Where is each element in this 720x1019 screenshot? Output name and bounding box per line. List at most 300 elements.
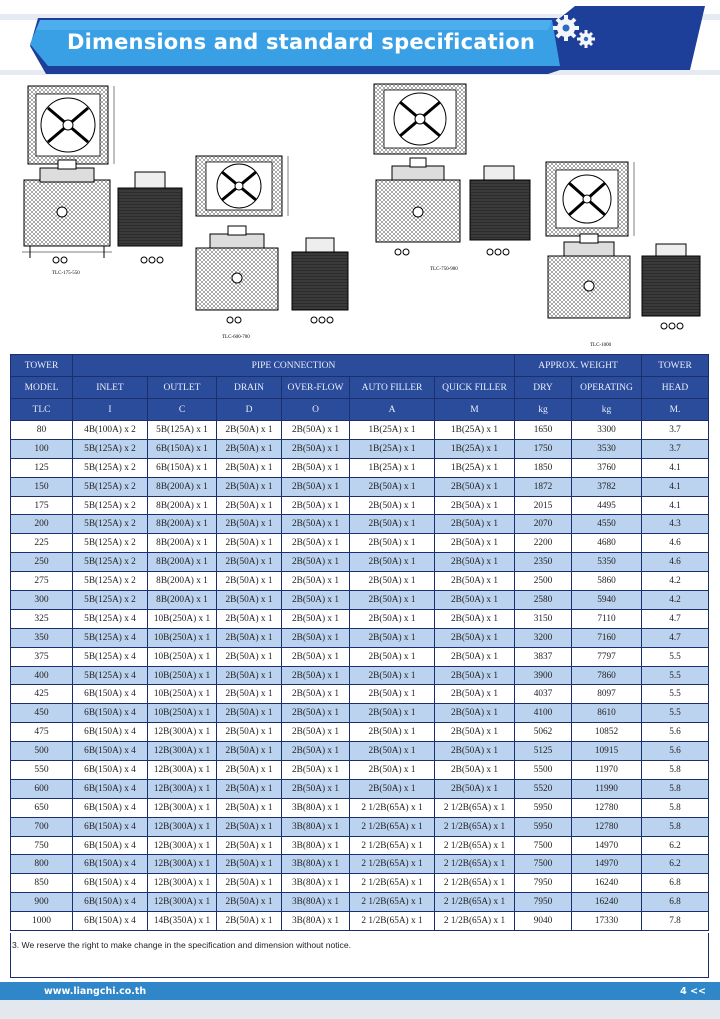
cell-dry-weight: 3837 <box>515 647 572 666</box>
header-pipe-connection: PIPE CONNECTION <box>73 355 515 377</box>
cell-auto-filler: 2 1/2B(65A) x 1 <box>350 874 435 893</box>
cell-inlet: 5B(125A) x 2 <box>73 439 148 458</box>
cell-outlet: 12B(300A) x 1 <box>148 874 217 893</box>
cell-quick-filler: 1B(25A) x 1 <box>435 421 515 440</box>
code-i: I <box>73 399 148 421</box>
cell-inlet: 5B(125A) x 4 <box>73 609 148 628</box>
cell-tower-head: 4.1 <box>642 477 709 496</box>
table-header <box>11 355 709 421</box>
cell-drain: 2B(50A) x 1 <box>217 439 282 458</box>
cell-auto-filler: 2B(50A) x 1 <box>350 666 435 685</box>
cell-dry-weight: 3150 <box>515 609 572 628</box>
cell-auto-filler: 2B(50A) x 1 <box>350 553 435 572</box>
drawing-label-3: TLC-750-900 <box>430 267 458 272</box>
cell-inlet: 5B(125A) x 2 <box>73 496 148 515</box>
table-row <box>11 628 709 647</box>
cell-dry-weight: 7950 <box>515 874 572 893</box>
cell-tower-head: 5.5 <box>642 666 709 685</box>
cell-outlet: 6B(150A) x 1 <box>148 458 217 477</box>
footer-bar <box>0 982 720 1000</box>
cell-over-flow: 2B(50A) x 1 <box>282 666 350 685</box>
cell-dry-weight: 7500 <box>515 836 572 855</box>
cell-outlet: 8B(200A) x 1 <box>148 572 217 591</box>
cell-inlet: 6B(150A) x 4 <box>73 893 148 912</box>
cell-inlet: 6B(150A) x 4 <box>73 723 148 742</box>
cell-over-flow: 2B(50A) x 1 <box>282 439 350 458</box>
cell-quick-filler: 2B(50A) x 1 <box>435 496 515 515</box>
cell-inlet: 5B(125A) x 2 <box>73 477 148 496</box>
footer-band <box>0 1000 720 1019</box>
cell-quick-filler: 2 1/2B(65A) x 1 <box>435 874 515 893</box>
cell-drain: 2B(50A) x 1 <box>217 798 282 817</box>
cell-model: 150 <box>11 477 73 496</box>
cell-over-flow: 2B(50A) x 1 <box>282 685 350 704</box>
cell-inlet: 6B(150A) x 4 <box>73 817 148 836</box>
header-tower: TOWER <box>11 355 73 377</box>
cell-auto-filler: 2 1/2B(65A) x 1 <box>350 798 435 817</box>
cell-model: 225 <box>11 534 73 553</box>
cell-over-flow: 3B(80A) x 1 <box>282 836 350 855</box>
cell-operating-weight: 14970 <box>572 855 642 874</box>
specification-table <box>10 354 709 931</box>
header-model: MODEL <box>11 377 73 399</box>
cell-model: 550 <box>11 761 73 780</box>
cell-model: 100 <box>11 439 73 458</box>
cell-operating-weight: 11970 <box>572 761 642 780</box>
cell-outlet: 12B(300A) x 1 <box>148 855 217 874</box>
cell-model: 175 <box>11 496 73 515</box>
table-body <box>11 421 709 931</box>
cell-quick-filler: 2 1/2B(65A) x 1 <box>435 817 515 836</box>
cell-outlet: 10B(250A) x 1 <box>148 647 217 666</box>
header-dry: DRY <box>515 377 572 399</box>
table-row <box>11 723 709 742</box>
cell-tower-head: 6.2 <box>642 836 709 855</box>
cell-over-flow: 3B(80A) x 1 <box>282 798 350 817</box>
cell-auto-filler: 2B(50A) x 1 <box>350 704 435 723</box>
technical-drawings <box>0 80 720 350</box>
cell-dry-weight: 2500 <box>515 572 572 591</box>
cell-auto-filler: 2B(50A) x 1 <box>350 779 435 798</box>
cell-over-flow: 2B(50A) x 1 <box>282 628 350 647</box>
cell-model: 350 <box>11 628 73 647</box>
cell-outlet: 12B(300A) x 1 <box>148 742 217 761</box>
table-row <box>11 515 709 534</box>
cell-outlet: 12B(300A) x 1 <box>148 817 217 836</box>
cell-quick-filler: 2B(50A) x 1 <box>435 685 515 704</box>
cell-drain: 2B(50A) x 1 <box>217 817 282 836</box>
cell-model: 900 <box>11 893 73 912</box>
table-row <box>11 609 709 628</box>
cell-quick-filler: 2 1/2B(65A) x 1 <box>435 912 515 931</box>
cell-over-flow: 3B(80A) x 1 <box>282 893 350 912</box>
cell-tower-head: 3.7 <box>642 439 709 458</box>
table-row <box>11 534 709 553</box>
cell-auto-filler: 1B(25A) x 1 <box>350 421 435 440</box>
cell-outlet: 12B(300A) x 1 <box>148 798 217 817</box>
cell-over-flow: 3B(80A) x 1 <box>282 817 350 836</box>
cell-drain: 2B(50A) x 1 <box>217 647 282 666</box>
cell-outlet: 8B(200A) x 1 <box>148 534 217 553</box>
cell-quick-filler: 2B(50A) x 1 <box>435 779 515 798</box>
page-title: Dimensions and standard specification <box>67 30 536 54</box>
cell-operating-weight: 4680 <box>572 534 642 553</box>
cell-drain: 2B(50A) x 1 <box>217 515 282 534</box>
cell-over-flow: 2B(50A) x 1 <box>282 553 350 572</box>
cell-inlet: 5B(125A) x 2 <box>73 553 148 572</box>
cell-operating-weight: 10852 <box>572 723 642 742</box>
cell-quick-filler: 2B(50A) x 1 <box>435 572 515 591</box>
cell-outlet: 5B(125A) x 1 <box>148 421 217 440</box>
cell-quick-filler: 2B(50A) x 1 <box>435 591 515 610</box>
cell-model: 275 <box>11 572 73 591</box>
cell-operating-weight: 16240 <box>572 893 642 912</box>
cell-quick-filler: 2B(50A) x 1 <box>435 515 515 534</box>
cell-over-flow: 2B(50A) x 1 <box>282 704 350 723</box>
table-row <box>11 647 709 666</box>
cell-inlet: 5B(125A) x 2 <box>73 458 148 477</box>
cell-model: 450 <box>11 704 73 723</box>
cell-over-flow: 3B(80A) x 1 <box>282 912 350 931</box>
cell-dry-weight: 2580 <box>515 591 572 610</box>
cell-tower-head: 4.7 <box>642 628 709 647</box>
cell-operating-weight: 3530 <box>572 439 642 458</box>
cell-operating-weight: 8097 <box>572 685 642 704</box>
cell-outlet: 12B(300A) x 1 <box>148 761 217 780</box>
cell-auto-filler: 2B(50A) x 1 <box>350 477 435 496</box>
cell-over-flow: 2B(50A) x 1 <box>282 761 350 780</box>
cell-tower-head: 5.6 <box>642 723 709 742</box>
cell-inlet: 6B(150A) x 4 <box>73 779 148 798</box>
cell-dry-weight: 2200 <box>515 534 572 553</box>
cell-auto-filler: 2 1/2B(65A) x 1 <box>350 855 435 874</box>
cell-operating-weight: 14970 <box>572 836 642 855</box>
cell-dry-weight: 5062 <box>515 723 572 742</box>
cell-auto-filler: 2B(50A) x 1 <box>350 609 435 628</box>
cell-auto-filler: 2B(50A) x 1 <box>350 761 435 780</box>
cell-dry-weight: 7500 <box>515 855 572 874</box>
cell-operating-weight: 7860 <box>572 666 642 685</box>
cell-outlet: 8B(200A) x 1 <box>148 515 217 534</box>
table-row <box>11 761 709 780</box>
cell-model: 475 <box>11 723 73 742</box>
cell-operating-weight: 5350 <box>572 553 642 572</box>
cell-auto-filler: 2 1/2B(65A) x 1 <box>350 836 435 855</box>
cell-tower-head: 4.2 <box>642 572 709 591</box>
cell-auto-filler: 2B(50A) x 1 <box>350 591 435 610</box>
cell-inlet: 6B(150A) x 4 <box>73 855 148 874</box>
cell-drain: 2B(50A) x 1 <box>217 723 282 742</box>
cell-tower-head: 5.5 <box>642 704 709 723</box>
cell-model: 750 <box>11 836 73 855</box>
table-row <box>11 496 709 515</box>
table-row <box>11 572 709 591</box>
drawing-tlc-750-900 <box>374 84 530 272</box>
cell-tower-head: 5.8 <box>642 798 709 817</box>
cell-tower-head: 5.8 <box>642 817 709 836</box>
table-row <box>11 836 709 855</box>
header-quick-filler: QUICK FILLER <box>435 377 515 399</box>
cell-tower-head: 4.2 <box>642 591 709 610</box>
cell-over-flow: 3B(80A) x 1 <box>282 874 350 893</box>
cell-tower-head: 5.5 <box>642 647 709 666</box>
cell-over-flow: 2B(50A) x 1 <box>282 458 350 477</box>
cell-tower-head: 3.7 <box>642 421 709 440</box>
cell-model: 1000 <box>11 912 73 931</box>
cell-inlet: 5B(125A) x 2 <box>73 591 148 610</box>
cell-drain: 2B(50A) x 1 <box>217 628 282 647</box>
cell-drain: 2B(50A) x 1 <box>217 742 282 761</box>
cell-quick-filler: 2 1/2B(65A) x 1 <box>435 836 515 855</box>
cell-drain: 2B(50A) x 1 <box>217 496 282 515</box>
table-row <box>11 439 709 458</box>
cell-inlet: 6B(150A) x 4 <box>73 704 148 723</box>
cell-drain: 2B(50A) x 1 <box>217 912 282 931</box>
header-inlet: INLET <box>73 377 148 399</box>
cell-model: 125 <box>11 458 73 477</box>
cell-operating-weight: 3760 <box>572 458 642 477</box>
cell-outlet: 10B(250A) x 1 <box>148 609 217 628</box>
cell-tower-head: 6.8 <box>642 874 709 893</box>
drawing-tlc-1000 <box>546 162 700 348</box>
cell-operating-weight: 12780 <box>572 817 642 836</box>
cell-model: 325 <box>11 609 73 628</box>
header-outlet: OUTLET <box>148 377 217 399</box>
cell-operating-weight: 4550 <box>572 515 642 534</box>
header-auto-filler: AUTO FILLER <box>350 377 435 399</box>
cell-model: 500 <box>11 742 73 761</box>
cell-drain: 2B(50A) x 1 <box>217 421 282 440</box>
cell-quick-filler: 2 1/2B(65A) x 1 <box>435 893 515 912</box>
cell-outlet: 8B(200A) x 1 <box>148 496 217 515</box>
cell-model: 800 <box>11 855 73 874</box>
cell-dry-weight: 1850 <box>515 458 572 477</box>
cell-dry-weight: 9040 <box>515 912 572 931</box>
cell-operating-weight: 11990 <box>572 779 642 798</box>
gears-icon <box>548 12 608 56</box>
cell-operating-weight: 7160 <box>572 628 642 647</box>
cell-quick-filler: 2B(50A) x 1 <box>435 628 515 647</box>
header-banner <box>0 0 720 75</box>
cell-drain: 2B(50A) x 1 <box>217 779 282 798</box>
cell-quick-filler: 2B(50A) x 1 <box>435 742 515 761</box>
header-tower-head-2: HEAD <box>642 377 709 399</box>
cell-inlet: 5B(125A) x 4 <box>73 666 148 685</box>
cell-tower-head: 5.6 <box>642 742 709 761</box>
cell-outlet: 10B(250A) x 1 <box>148 666 217 685</box>
header-approx-weight: APPROX. WEIGHT <box>515 355 642 377</box>
cell-auto-filler: 2 1/2B(65A) x 1 <box>350 817 435 836</box>
cell-inlet: 5B(125A) x 2 <box>73 515 148 534</box>
cell-inlet: 4B(100A) x 2 <box>73 421 148 440</box>
cell-dry-weight: 2015 <box>515 496 572 515</box>
cell-drain: 2B(50A) x 1 <box>217 572 282 591</box>
cell-operating-weight: 10915 <box>572 742 642 761</box>
cell-outlet: 10B(250A) x 1 <box>148 685 217 704</box>
cell-over-flow: 2B(50A) x 1 <box>282 591 350 610</box>
code-m: M <box>435 399 515 421</box>
cell-tower-head: 7.8 <box>642 912 709 931</box>
cell-drain: 2B(50A) x 1 <box>217 534 282 553</box>
cell-auto-filler: 1B(25A) x 1 <box>350 458 435 477</box>
cell-quick-filler: 2B(50A) x 1 <box>435 666 515 685</box>
cell-over-flow: 3B(80A) x 1 <box>282 855 350 874</box>
cell-over-flow: 2B(50A) x 1 <box>282 572 350 591</box>
cell-drain: 2B(50A) x 1 <box>217 609 282 628</box>
code-d: D <box>217 399 282 421</box>
table-row <box>11 477 709 496</box>
cell-inlet: 6B(150A) x 4 <box>73 742 148 761</box>
cell-model: 650 <box>11 798 73 817</box>
cell-quick-filler: 2B(50A) x 1 <box>435 477 515 496</box>
cell-dry-weight: 2350 <box>515 553 572 572</box>
cell-drain: 2B(50A) x 1 <box>217 591 282 610</box>
cell-dry-weight: 1872 <box>515 477 572 496</box>
unit-head-m: M. <box>642 399 709 421</box>
cell-over-flow: 2B(50A) x 1 <box>282 534 350 553</box>
cell-tower-head: 4.6 <box>642 534 709 553</box>
cell-quick-filler: 2B(50A) x 1 <box>435 534 515 553</box>
cell-tower-head: 5.5 <box>642 685 709 704</box>
cell-auto-filler: 2B(50A) x 1 <box>350 647 435 666</box>
drawing-label-2: TLC-600-700 <box>222 335 250 340</box>
cell-operating-weight: 7797 <box>572 647 642 666</box>
cell-operating-weight: 4495 <box>572 496 642 515</box>
table-row <box>11 553 709 572</box>
cell-inlet: 6B(150A) x 4 <box>73 761 148 780</box>
cell-outlet: 12B(300A) x 1 <box>148 723 217 742</box>
cell-quick-filler: 2B(50A) x 1 <box>435 647 515 666</box>
cell-drain: 2B(50A) x 1 <box>217 893 282 912</box>
code-o: O <box>282 399 350 421</box>
cell-tower-head: 5.8 <box>642 761 709 780</box>
cell-drain: 2B(50A) x 1 <box>217 458 282 477</box>
cell-quick-filler: 2 1/2B(65A) x 1 <box>435 855 515 874</box>
cell-auto-filler: 2B(50A) x 1 <box>350 515 435 534</box>
cell-over-flow: 2B(50A) x 1 <box>282 515 350 534</box>
cell-drain: 2B(50A) x 1 <box>217 553 282 572</box>
cell-over-flow: 2B(50A) x 1 <box>282 609 350 628</box>
cell-model: 80 <box>11 421 73 440</box>
cell-operating-weight: 3300 <box>572 421 642 440</box>
table-row <box>11 591 709 610</box>
cell-inlet: 6B(150A) x 4 <box>73 798 148 817</box>
cell-auto-filler: 2B(50A) x 1 <box>350 572 435 591</box>
footer <box>0 982 720 1019</box>
cell-inlet: 5B(125A) x 2 <box>73 572 148 591</box>
cell-model: 700 <box>11 817 73 836</box>
cell-drain: 2B(50A) x 1 <box>217 761 282 780</box>
cell-operating-weight: 17330 <box>572 912 642 931</box>
unit-dry-kg: kg <box>515 399 572 421</box>
header-over-flow: OVER-FLOW <box>282 377 350 399</box>
drawing-label-4: TLC-1000 <box>590 343 612 348</box>
table-row <box>11 798 709 817</box>
cell-dry-weight: 4037 <box>515 685 572 704</box>
cell-over-flow: 2B(50A) x 1 <box>282 779 350 798</box>
cell-model: 400 <box>11 666 73 685</box>
cell-quick-filler: 2B(50A) x 1 <box>435 609 515 628</box>
header-tlc: TLC <box>11 399 73 421</box>
cell-inlet: 5B(125A) x 4 <box>73 628 148 647</box>
cell-outlet: 8B(200A) x 1 <box>148 591 217 610</box>
cell-inlet: 6B(150A) x 4 <box>73 836 148 855</box>
cell-inlet: 6B(150A) x 4 <box>73 874 148 893</box>
cell-quick-filler: 2B(50A) x 1 <box>435 704 515 723</box>
cell-auto-filler: 2B(50A) x 1 <box>350 628 435 647</box>
cell-quick-filler: 2B(50A) x 1 <box>435 553 515 572</box>
cell-inlet: 6B(150A) x 4 <box>73 912 148 931</box>
cell-operating-weight: 8610 <box>572 704 642 723</box>
page-number: 4 << <box>680 986 706 997</box>
cell-dry-weight: 1750 <box>515 439 572 458</box>
cell-dry-weight: 5520 <box>515 779 572 798</box>
cell-auto-filler: 2B(50A) x 1 <box>350 685 435 704</box>
cell-over-flow: 2B(50A) x 1 <box>282 421 350 440</box>
cell-inlet: 6B(150A) x 4 <box>73 685 148 704</box>
cell-dry-weight: 2070 <box>515 515 572 534</box>
cell-dry-weight: 7950 <box>515 893 572 912</box>
cell-drain: 2B(50A) x 1 <box>217 477 282 496</box>
header-operating: OPERATING <box>572 377 642 399</box>
cell-auto-filler: 2B(50A) x 1 <box>350 534 435 553</box>
table-row <box>11 742 709 761</box>
cell-drain: 2B(50A) x 1 <box>217 836 282 855</box>
code-a: A <box>350 399 435 421</box>
cell-dry-weight: 4100 <box>515 704 572 723</box>
cell-operating-weight: 7110 <box>572 609 642 628</box>
cell-auto-filler: 2B(50A) x 1 <box>350 742 435 761</box>
cell-model: 425 <box>11 685 73 704</box>
cell-model: 300 <box>11 591 73 610</box>
cell-quick-filler: 1B(25A) x 1 <box>435 439 515 458</box>
drawing-label-1: TLC-175-550 <box>52 271 80 276</box>
cell-tower-head: 6.8 <box>642 893 709 912</box>
cell-drain: 2B(50A) x 1 <box>217 666 282 685</box>
cell-drain: 2B(50A) x 1 <box>217 855 282 874</box>
cell-operating-weight: 12780 <box>572 798 642 817</box>
cell-model: 600 <box>11 779 73 798</box>
cell-drain: 2B(50A) x 1 <box>217 874 282 893</box>
header-tower-head-1: TOWER <box>642 355 709 377</box>
drawing-tlc-175-550 <box>22 86 182 276</box>
cell-outlet: 14B(350A) x 1 <box>148 912 217 931</box>
cell-model: 375 <box>11 647 73 666</box>
cell-tower-head: 4.7 <box>642 609 709 628</box>
cell-drain: 2B(50A) x 1 <box>217 704 282 723</box>
disclaimer-note: 3. We reserve the right to make change in the specification and dimension without notice. <box>12 940 352 950</box>
cell-over-flow: 2B(50A) x 1 <box>282 723 350 742</box>
cell-inlet: 5B(125A) x 2 <box>73 534 148 553</box>
drawing-tlc-600-700 <box>196 156 348 340</box>
cell-tower-head: 4.3 <box>642 515 709 534</box>
cell-tower-head: 4.6 <box>642 553 709 572</box>
code-c: C <box>148 399 217 421</box>
cell-dry-weight: 5500 <box>515 761 572 780</box>
cell-inlet: 5B(125A) x 4 <box>73 647 148 666</box>
table-row <box>11 912 709 931</box>
cell-quick-filler: 2B(50A) x 1 <box>435 723 515 742</box>
cell-outlet: 12B(300A) x 1 <box>148 779 217 798</box>
cell-dry-weight: 5950 <box>515 798 572 817</box>
cell-auto-filler: 2 1/2B(65A) x 1 <box>350 893 435 912</box>
cell-dry-weight: 1650 <box>515 421 572 440</box>
cell-quick-filler: 1B(25A) x 1 <box>435 458 515 477</box>
cell-model: 200 <box>11 515 73 534</box>
website-link[interactable]: www.liangchi.co.th <box>44 986 147 997</box>
cell-auto-filler: 2 1/2B(65A) x 1 <box>350 912 435 931</box>
cell-drain: 2B(50A) x 1 <box>217 685 282 704</box>
